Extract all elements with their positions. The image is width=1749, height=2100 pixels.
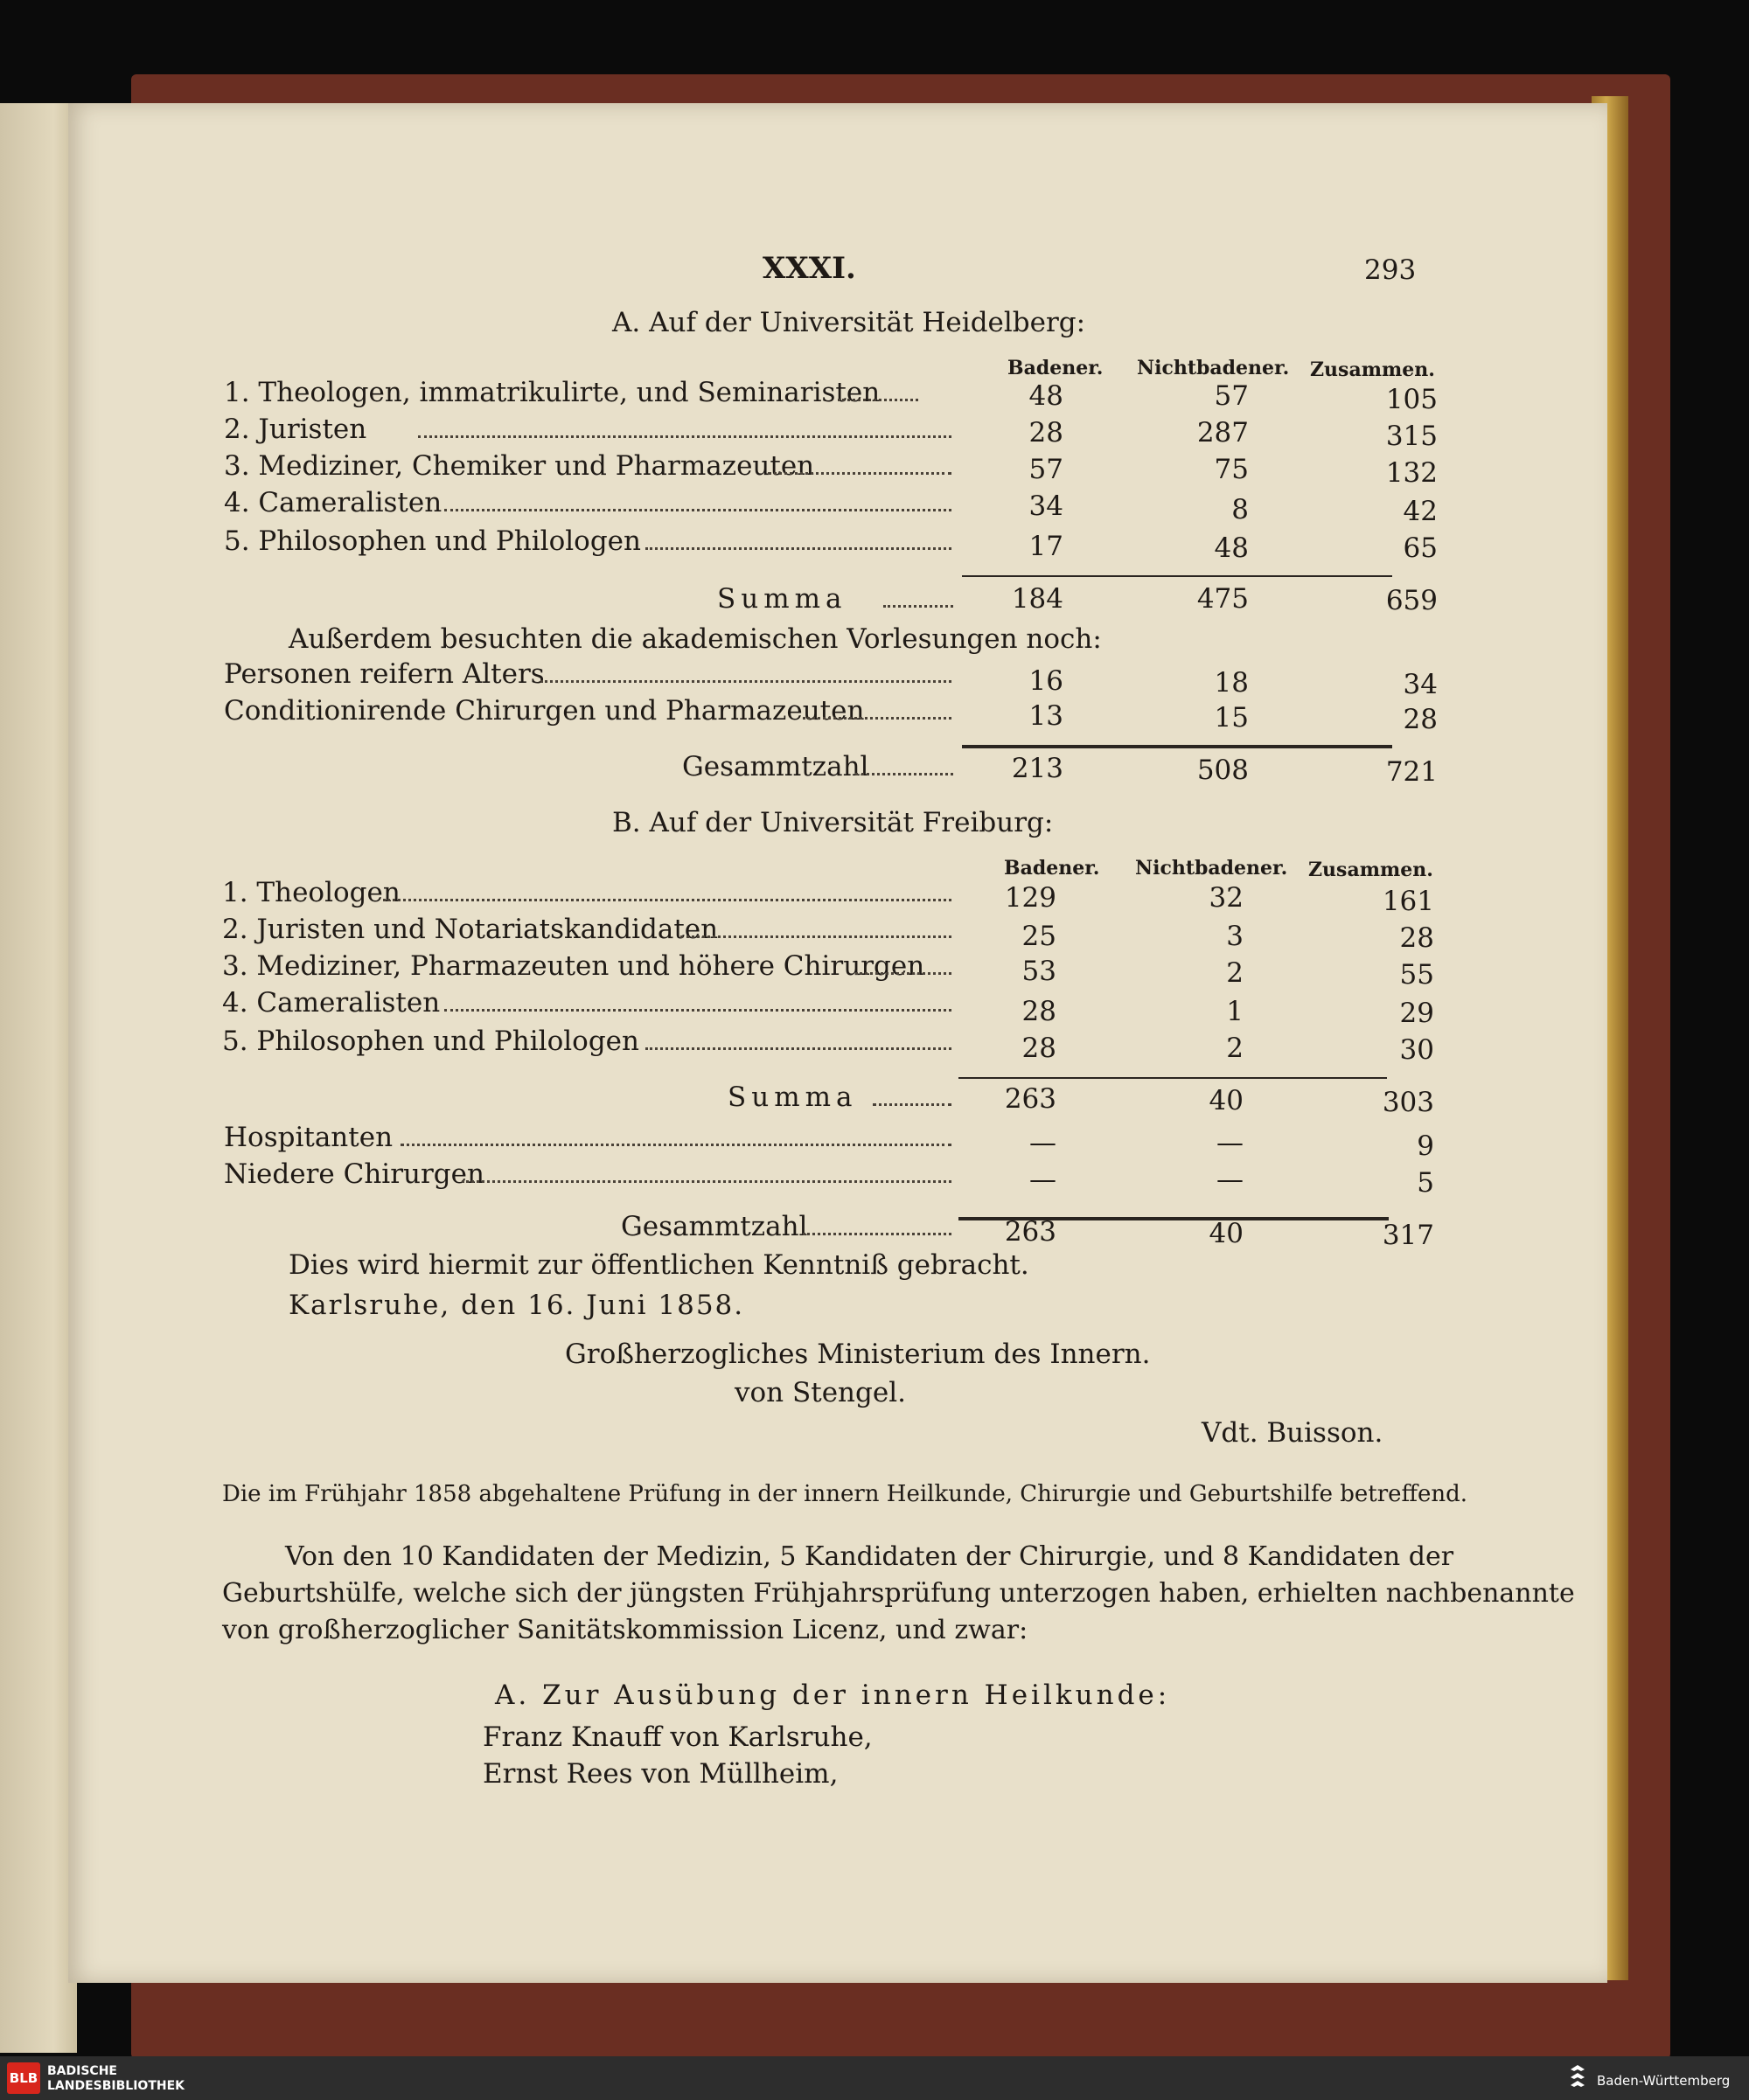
row-label: 3. Mediziner, Chemiker und Pharmazeuten xyxy=(224,450,815,482)
cell-badener: 53 xyxy=(1021,956,1056,987)
row-label: 4. Cameralisten xyxy=(224,487,442,518)
page-title: XXXI. xyxy=(763,251,856,286)
row-label: 5. Philosophen und Philologen xyxy=(222,1026,639,1057)
cell-badener: 263 xyxy=(1004,1216,1056,1248)
total-label: Gesammtzahl xyxy=(682,751,869,782)
cell-zusammen: 132 xyxy=(1385,457,1438,489)
cell-badener: 34 xyxy=(1028,490,1063,522)
cell-nichtbadener: 75 xyxy=(1214,454,1249,485)
row-label: 1. Theologen, immatrikulirte, und Seminaristen xyxy=(224,377,881,408)
cell-nichtbadener: — xyxy=(1216,1127,1244,1158)
col-header-zusammen: Zusammen. xyxy=(1308,859,1433,881)
row-label: 5. Philosophen und Philologen xyxy=(224,525,641,557)
name-entry: Franz Knauff von Karlsruhe, xyxy=(483,1721,873,1753)
library-name-line2: LANDESBIBLIOTHEK xyxy=(47,2079,185,2093)
leader-dots xyxy=(462,1180,951,1183)
partner-name[interactable]: Baden-Württemberg xyxy=(1597,2073,1731,2089)
paragraph-line: von großherzoglicher Sanitätskommission Licenz, und zwar: xyxy=(222,1615,1028,1645)
cell-badener: 28 xyxy=(1028,417,1063,449)
summa-rule xyxy=(962,575,1392,577)
row-label: 3. Mediziner, Pharmazeuten und höhere Chirurgen xyxy=(222,950,925,982)
cell-nichtbadener: 57 xyxy=(1214,380,1249,412)
cell-badener: 48 xyxy=(1028,380,1063,412)
extra-heading: Außerdem besuchten die akademischen Vorlesungen noch: xyxy=(289,623,1102,655)
leader-dots xyxy=(803,1233,951,1235)
lions-emblem-icon xyxy=(1567,2062,1590,2094)
cell-zusammen: 34 xyxy=(1403,669,1438,700)
cell-nichtbadener: 48 xyxy=(1214,532,1249,564)
cell-nichtbadener: 2 xyxy=(1226,1033,1244,1064)
cell-nichtbadener: 32 xyxy=(1209,882,1244,914)
place-date: Karlsruhe, den 16. Juni 1858. xyxy=(289,1290,745,1321)
col-header-nichtbadener: Nichtbadener. xyxy=(1137,357,1290,379)
leader-dots xyxy=(883,605,953,608)
cell-badener: 213 xyxy=(1011,753,1063,784)
cell-nichtbadener: 8 xyxy=(1231,494,1249,525)
row-label: Conditionirende Chirurgen und Pharmazeuten xyxy=(224,695,865,727)
cell-nichtbadener: 1 xyxy=(1226,996,1244,1027)
cell-zusammen: 659 xyxy=(1385,585,1438,616)
cell-zusammen: 721 xyxy=(1385,756,1438,788)
cell-zusammen: 28 xyxy=(1399,922,1434,954)
cell-badener: 129 xyxy=(1004,882,1056,914)
blb-logo[interactable]: BLB xyxy=(7,2062,40,2094)
cell-nichtbadener: — xyxy=(1216,1164,1244,1195)
cell-badener: 28 xyxy=(1021,996,1056,1027)
cell-zusammen: 303 xyxy=(1382,1087,1434,1118)
paragraph-line: Geburtshülfe, welche sich der jüngsten Frühjahrsprüfung unterzogen haben, erhielten nachbenannte xyxy=(222,1578,1575,1609)
paragraph-line: Von den 10 Kandidaten der Medizin, 5 Kandidaten der Chirurgie, und 8 Kandidaten der xyxy=(285,1541,1454,1572)
cell-zusammen: 105 xyxy=(1385,384,1438,415)
section-a-heading: A. Auf der Universität Heidelberg: xyxy=(612,307,1086,338)
section-b-heading: B. Auf der Universität Freiburg: xyxy=(612,807,1054,838)
cell-badener: 263 xyxy=(1004,1083,1056,1115)
row-label: Personen reifern Alters xyxy=(224,658,545,690)
cell-nichtbadener: 15 xyxy=(1214,702,1249,734)
cell-badener: 184 xyxy=(1011,583,1063,615)
cell-badener: 57 xyxy=(1028,454,1063,485)
facing-page xyxy=(0,103,77,2053)
cell-nichtbadener: 287 xyxy=(1196,417,1249,449)
cell-nichtbadener: 2 xyxy=(1226,957,1244,989)
cell-nichtbadener: 40 xyxy=(1209,1085,1244,1116)
cell-zusammen: 29 xyxy=(1399,998,1434,1029)
leader-dots xyxy=(855,773,953,775)
cell-badener: — xyxy=(1029,1127,1056,1158)
leader-dots xyxy=(768,472,951,475)
row-label: 4. Cameralisten xyxy=(222,987,441,1019)
cell-zusammen: 161 xyxy=(1382,886,1434,917)
leader-dots xyxy=(540,680,951,683)
library-name-line1: BADISCHE xyxy=(47,2064,117,2078)
col-header-nichtbadener: Nichtbadener. xyxy=(1135,857,1288,880)
cell-zusammen: 30 xyxy=(1399,1034,1434,1066)
leader-dots xyxy=(803,717,951,720)
cell-zusammen: 317 xyxy=(1382,1220,1434,1251)
page-number: 293 xyxy=(1364,254,1417,286)
leader-dots xyxy=(383,899,951,901)
cell-badener: 25 xyxy=(1021,921,1056,952)
cell-zusammen: 9 xyxy=(1417,1130,1434,1162)
cell-zusammen: 55 xyxy=(1399,959,1434,991)
cell-badener: 17 xyxy=(1028,531,1063,562)
row-label: 2. Juristen xyxy=(224,414,367,445)
row-label: 2. Juristen und Notariatskandidaten xyxy=(222,914,719,945)
leader-dots xyxy=(645,1047,951,1050)
subheading: A. Zur Ausübung der innern Heilkunde: xyxy=(495,1679,1171,1711)
cell-badener: 28 xyxy=(1021,1033,1056,1064)
cell-badener: 13 xyxy=(1028,700,1063,732)
leader-dots xyxy=(838,399,918,401)
ministry: Großherzogliches Ministerium des Innern. xyxy=(565,1339,1151,1370)
leader-dots xyxy=(418,435,951,438)
leader-dots xyxy=(645,547,951,550)
row-label: Hospitanten xyxy=(224,1122,394,1153)
leader-dots xyxy=(680,935,951,938)
leader-dots xyxy=(444,509,951,511)
signer: von Stengel. xyxy=(735,1377,906,1408)
summa-rule xyxy=(958,1077,1387,1079)
footer-bar xyxy=(0,2056,1749,2100)
col-header-badener: Badener. xyxy=(1007,357,1104,379)
leader-dots xyxy=(444,1009,951,1012)
countersign: Vdt. Buisson. xyxy=(1202,1417,1383,1449)
cell-zusammen: 42 xyxy=(1403,496,1438,527)
total-label: Gesammtzahl xyxy=(621,1211,808,1242)
cell-nichtbadener: 508 xyxy=(1196,754,1249,786)
name-entry: Ernst Rees von Müllheim, xyxy=(483,1758,839,1790)
cell-zusammen: 315 xyxy=(1385,421,1438,452)
leader-dots xyxy=(401,1144,951,1146)
cell-zusammen: 5 xyxy=(1417,1167,1434,1199)
second-notice-title: Die im Frühjahr 1858 abgehaltene Prüfung in der innern Heilkunde, Chirurgie und Geburtshilfe betreffend. xyxy=(222,1481,1468,1507)
cell-nichtbadener: 40 xyxy=(1209,1218,1244,1249)
leader-dots xyxy=(873,1103,951,1106)
total-rule xyxy=(962,745,1392,748)
col-header-badener: Badener. xyxy=(1004,857,1100,880)
cell-zusammen: 65 xyxy=(1403,532,1438,564)
cell-nichtbadener: 18 xyxy=(1214,667,1249,699)
cell-zusammen: 28 xyxy=(1403,704,1438,735)
book-page xyxy=(68,103,1607,1983)
summa-label: Summa xyxy=(717,583,847,615)
library-name[interactable] xyxy=(47,2064,185,2094)
cell-nichtbadener: 3 xyxy=(1226,921,1244,952)
summa-label: Summa xyxy=(728,1081,858,1113)
leader-dots xyxy=(855,972,951,975)
cell-nichtbadener: 475 xyxy=(1196,583,1249,615)
row-label: Niedere Chirurgen xyxy=(224,1158,484,1190)
col-header-zusammen: Zusammen. xyxy=(1310,358,1435,381)
row-label: 1. Theologen xyxy=(222,877,401,908)
notice-text: Dies wird hiermit zur öffentlichen Kenntniß gebracht. xyxy=(289,1249,1029,1281)
cell-badener: — xyxy=(1029,1164,1056,1195)
cell-badener: 16 xyxy=(1028,665,1063,697)
